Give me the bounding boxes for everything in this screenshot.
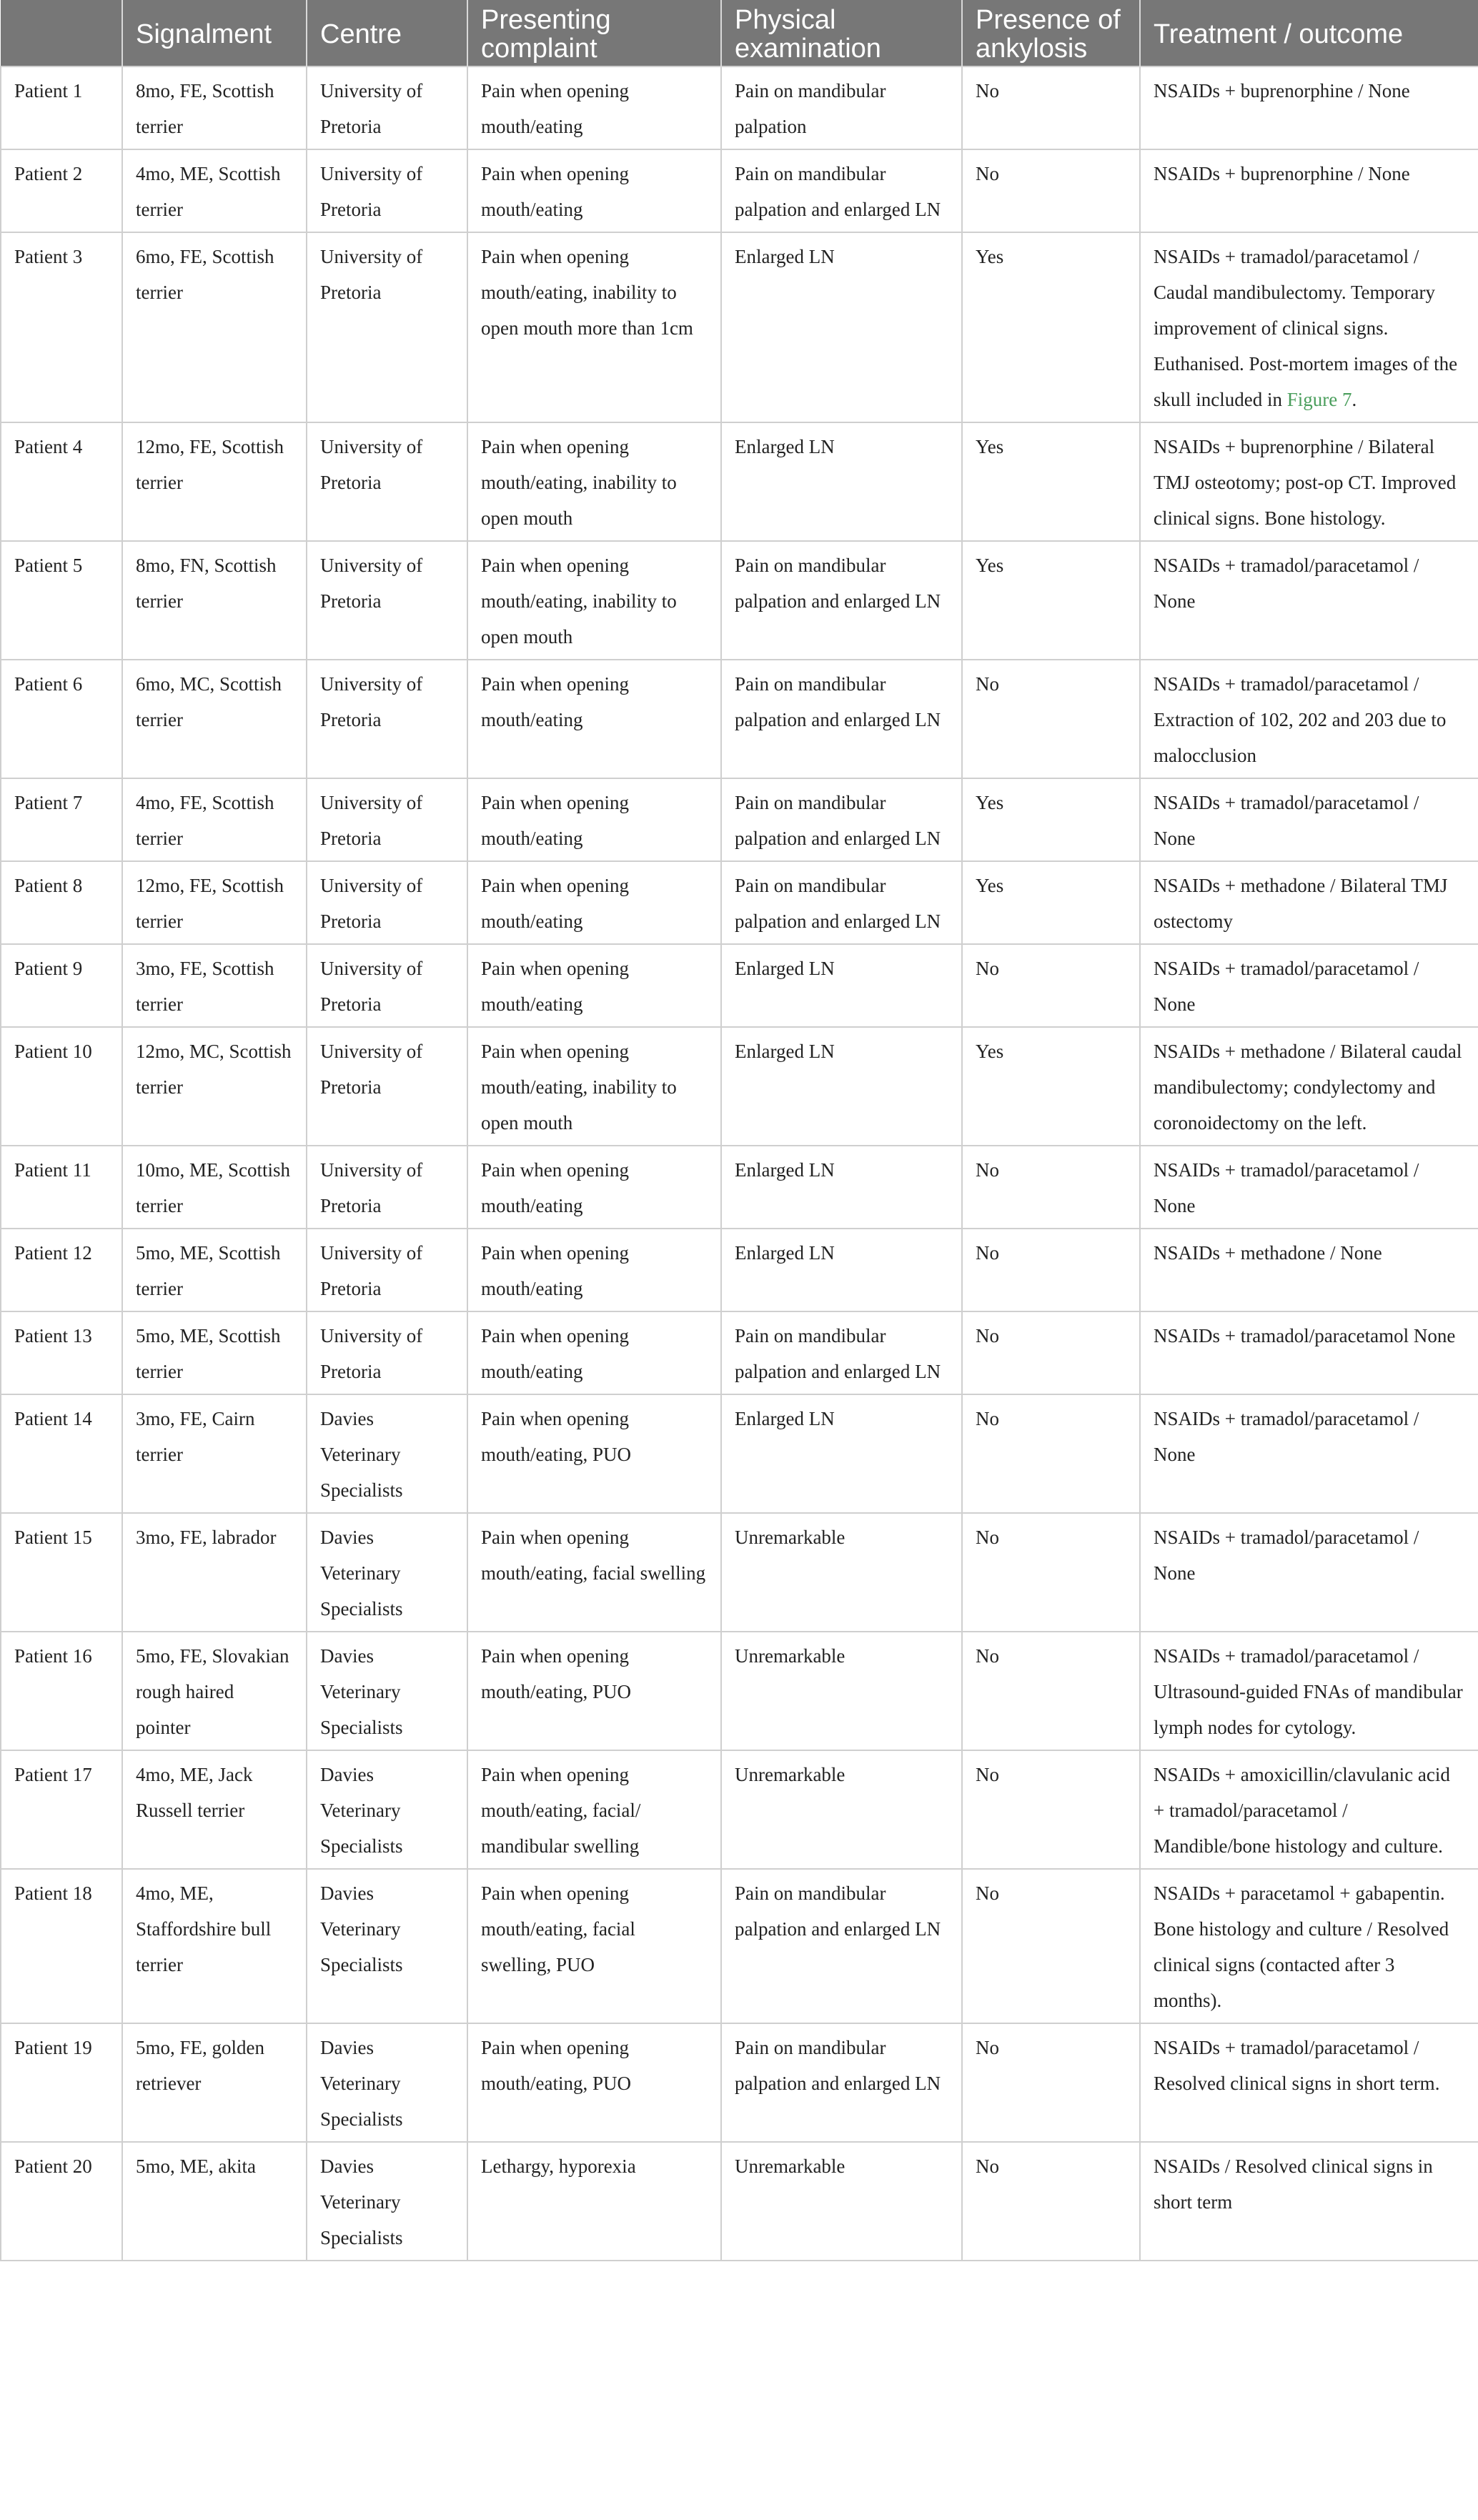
- cell-physical-examination: Pain on mandibular palpation and enlarged LN: [721, 2023, 962, 2142]
- cell-signalment: 12mo, FE, Scottish terrier: [122, 861, 307, 944]
- cell-ankylosis: No: [962, 1146, 1140, 1229]
- cell-centre: Davies Veterinary Specialists: [307, 1394, 467, 1513]
- cell-ankylosis: No: [962, 1311, 1140, 1394]
- cell-patient: Patient 20: [1, 2142, 122, 2261]
- cell-centre: University of Pretoria: [307, 944, 467, 1027]
- cell-patient: Patient 12: [1, 1229, 122, 1311]
- cell-presenting-complaint: Pain when opening mouth/eating: [467, 778, 721, 861]
- table-row: [1, 1632, 1478, 1750]
- table-row: [1, 1750, 1478, 1869]
- cell-patient: Patient 19: [1, 2023, 122, 2142]
- cell-treatment-outcome: NSAIDs + tramadol/paracetamol / None: [1140, 778, 1478, 861]
- cell-presenting-complaint: Pain when opening mouth/eating: [467, 1311, 721, 1394]
- table-row: [1, 2023, 1478, 2142]
- cell-physical-examination: Enlarged LN: [721, 232, 962, 422]
- cell-presenting-complaint: Pain when opening mouth/eating: [467, 944, 721, 1027]
- cell-treatment-outcome: NSAIDs + methadone / Bilateral TMJ ostectomy: [1140, 861, 1478, 944]
- cell-treatment-outcome: NSAIDs + tramadol/paracetamol / None: [1140, 1394, 1478, 1513]
- cell-signalment: 5mo, FE, Slovakian rough haired pointer: [122, 1632, 307, 1750]
- cell-ankylosis: No: [962, 2023, 1140, 2142]
- cell-patient: Patient 3: [1, 232, 122, 422]
- cell-physical-examination: Pain on mandibular palpation and enlarged LN: [721, 149, 962, 232]
- cell-treatment-outcome: NSAIDs + tramadol/paracetamol / None: [1140, 1513, 1478, 1632]
- cell-patient: Patient 14: [1, 1394, 122, 1513]
- table-row: [1, 2142, 1478, 2261]
- cell-presenting-complaint: Lethargy, hyporexia: [467, 2142, 721, 2261]
- cell-centre: University of Pretoria: [307, 861, 467, 944]
- cell-signalment: 5mo, ME, akita: [122, 2142, 307, 2261]
- cell-patient: Patient 1: [1, 66, 122, 149]
- cell-ankylosis: No: [962, 660, 1140, 778]
- cell-patient: Patient 16: [1, 1632, 122, 1750]
- table-row: [1, 66, 1478, 149]
- cell-presenting-complaint: Pain when opening mouth/eating, inability to open mouth: [467, 1027, 721, 1146]
- cell-centre: University of Pretoria: [307, 422, 467, 541]
- cell-ankylosis: No: [962, 944, 1140, 1027]
- cell-centre: University of Pretoria: [307, 149, 467, 232]
- table-row: [1, 778, 1478, 861]
- cell-centre: University of Pretoria: [307, 1027, 467, 1146]
- cell-patient: Patient 4: [1, 422, 122, 541]
- cell-physical-examination: Pain on mandibular palpation and enlarged LN: [721, 1869, 962, 2023]
- cell-patient: Patient 9: [1, 944, 122, 1027]
- table-row: [1, 1869, 1478, 2023]
- table-row: [1, 1394, 1478, 1513]
- cell-physical-examination: Pain on mandibular palpation: [721, 66, 962, 149]
- cell-ankylosis: No: [962, 149, 1140, 232]
- header-patient: [1, 0, 122, 66]
- cell-centre: University of Pretoria: [307, 660, 467, 778]
- table-row: [1, 1229, 1478, 1311]
- header-presenting-complaint: Presenting complaint: [467, 0, 721, 66]
- cell-patient: Patient 13: [1, 1311, 122, 1394]
- cell-physical-examination: Enlarged LN: [721, 1146, 962, 1229]
- cell-patient: Patient 7: [1, 778, 122, 861]
- treatment-text-end: .: [1351, 389, 1357, 410]
- cell-patient: Patient 2: [1, 149, 122, 232]
- table-row: [1, 1146, 1478, 1229]
- cell-presenting-complaint: Pain when opening mouth/eating, facial/ mandibular swelling: [467, 1750, 721, 1869]
- cell-ankylosis: Yes: [962, 541, 1140, 660]
- cell-signalment: 8mo, FE, Scottish terrier: [122, 66, 307, 149]
- cell-treatment-outcome: NSAIDs + tramadol/paracetamol / None: [1140, 1146, 1478, 1229]
- table-row: [1, 422, 1478, 541]
- cell-centre: University of Pretoria: [307, 541, 467, 660]
- cell-signalment: 6mo, MC, Scottish terrier: [122, 660, 307, 778]
- cell-centre: Davies Veterinary Specialists: [307, 2142, 467, 2261]
- cell-signalment: 3mo, FE, labrador: [122, 1513, 307, 1632]
- cell-treatment-outcome: NSAIDs + tramadol/paracetamol / None: [1140, 541, 1478, 660]
- cell-signalment: 5mo, FE, golden retriever: [122, 2023, 307, 2142]
- table-row: [1, 1027, 1478, 1146]
- table-header: [1, 0, 1478, 66]
- cell-physical-examination: Pain on mandibular palpation and enlarged LN: [721, 778, 962, 861]
- header-centre: Centre: [307, 0, 467, 66]
- cell-signalment: 3mo, FE, Cairn terrier: [122, 1394, 307, 1513]
- header-signalment: Signalment: [122, 0, 307, 66]
- cell-ankylosis: Yes: [962, 861, 1140, 944]
- cell-centre: Davies Veterinary Specialists: [307, 1750, 467, 1869]
- cell-physical-examination: Unremarkable: [721, 1632, 962, 1750]
- cell-treatment-outcome: NSAIDs + buprenorphine / None: [1140, 149, 1478, 232]
- cell-signalment: 12mo, MC, Scottish terrier: [122, 1027, 307, 1146]
- cell-treatment-outcome: [1140, 232, 1478, 422]
- cell-presenting-complaint: Pain when opening mouth/eating, inability to open mouth: [467, 422, 721, 541]
- table-row: [1, 944, 1478, 1027]
- cell-ankylosis: Yes: [962, 422, 1140, 541]
- cell-ankylosis: No: [962, 1394, 1140, 1513]
- table-row: [1, 1513, 1478, 1632]
- cell-presenting-complaint: Pain when opening mouth/eating: [467, 1146, 721, 1229]
- cell-physical-examination: Enlarged LN: [721, 1229, 962, 1311]
- table-body: [1, 66, 1478, 2261]
- cell-treatment-outcome: NSAIDs + methadone / Bilateral caudal mandibulectomy; condylectomy and coronoidectomy on the left.: [1140, 1027, 1478, 1146]
- cell-ankylosis: No: [962, 66, 1140, 149]
- cell-presenting-complaint: Pain when opening mouth/eating, PUO: [467, 2023, 721, 2142]
- cell-physical-examination: Enlarged LN: [721, 422, 962, 541]
- cell-physical-examination: Enlarged LN: [721, 1394, 962, 1513]
- cell-treatment-outcome: NSAIDs + tramadol/paracetamol / Resolved clinical signs in short term.: [1140, 2023, 1478, 2142]
- cell-signalment: 5mo, ME, Scottish terrier: [122, 1311, 307, 1394]
- cell-patient: Patient 11: [1, 1146, 122, 1229]
- table-row: [1, 861, 1478, 944]
- cell-centre: University of Pretoria: [307, 1311, 467, 1394]
- cell-signalment: 4mo, ME, Jack Russell terrier: [122, 1750, 307, 1869]
- cell-physical-examination: Pain on mandibular palpation and enlarged LN: [721, 541, 962, 660]
- cell-treatment-outcome: NSAIDs + buprenorphine / Bilateral TMJ osteotomy; post-op CT. Improved clinical signs. Bone histology.: [1140, 422, 1478, 541]
- cell-treatment-outcome: NSAIDs + tramadol/paracetamol None: [1140, 1311, 1478, 1394]
- cell-presenting-complaint: Pain when opening mouth/eating: [467, 1229, 721, 1311]
- cell-signalment: 10mo, ME, Scottish terrier: [122, 1146, 307, 1229]
- cell-treatment-outcome: NSAIDs + methadone / None: [1140, 1229, 1478, 1311]
- cell-ankylosis: No: [962, 1513, 1140, 1632]
- cell-patient: Patient 6: [1, 660, 122, 778]
- cell-ankylosis: Yes: [962, 232, 1140, 422]
- table-row: [1, 1311, 1478, 1394]
- cell-centre: Davies Veterinary Specialists: [307, 1869, 467, 2023]
- cell-physical-examination: Enlarged LN: [721, 1027, 962, 1146]
- cell-patient: Patient 10: [1, 1027, 122, 1146]
- cell-presenting-complaint: Pain when opening mouth/eating: [467, 660, 721, 778]
- header-treatment-outcome: Treatment / outcome: [1140, 0, 1478, 66]
- cell-ankylosis: Yes: [962, 1027, 1140, 1146]
- cell-centre: Davies Veterinary Specialists: [307, 1632, 467, 1750]
- cell-ankylosis: Yes: [962, 778, 1140, 861]
- header-ankylosis: Presence of ankylosis: [962, 0, 1140, 66]
- cell-signalment: 3mo, FE, Scottish terrier: [122, 944, 307, 1027]
- cell-centre: University of Pretoria: [307, 778, 467, 861]
- cell-signalment: 8mo, FN, Scottish terrier: [122, 541, 307, 660]
- cell-signalment: 4mo, ME, Staffordshire bull terrier: [122, 1869, 307, 2023]
- cell-physical-examination: Unremarkable: [721, 1750, 962, 1869]
- cell-physical-examination: Pain on mandibular palpation and enlarged LN: [721, 660, 962, 778]
- cell-signalment: 4mo, FE, Scottish terrier: [122, 778, 307, 861]
- cell-treatment-outcome: NSAIDs / Resolved clinical signs in short term: [1140, 2142, 1478, 2261]
- cell-ankylosis: No: [962, 1869, 1140, 2023]
- cell-signalment: 12mo, FE, Scottish terrier: [122, 422, 307, 541]
- treatment-text: NSAIDs + tramadol/paracetamol / Caudal mandibulectomy. Temporary improvement of clinical signs. Euthanised. Post-mortem images of the skull included in: [1154, 246, 1458, 410]
- figure-link[interactable]: Figure 7: [1286, 389, 1352, 410]
- cell-centre: Davies Veterinary Specialists: [307, 1513, 467, 1632]
- cell-physical-examination: Pain on mandibular palpation and enlarged LN: [721, 1311, 962, 1394]
- cell-treatment-outcome: NSAIDs + tramadol/paracetamol / None: [1140, 944, 1478, 1027]
- cell-centre: University of Pretoria: [307, 1229, 467, 1311]
- cell-physical-examination: Unremarkable: [721, 2142, 962, 2261]
- cell-ankylosis: No: [962, 2142, 1140, 2261]
- cell-signalment: 6mo, FE, Scottish terrier: [122, 232, 307, 422]
- cell-patient: Patient 8: [1, 861, 122, 944]
- cell-treatment-outcome: NSAIDs + tramadol/paracetamol / Extraction of 102, 202 and 203 due to malocclusion: [1140, 660, 1478, 778]
- cell-patient: Patient 5: [1, 541, 122, 660]
- cell-treatment-outcome: NSAIDs + buprenorphine / None: [1140, 66, 1478, 149]
- cell-centre: University of Pretoria: [307, 1146, 467, 1229]
- cell-patient: Patient 15: [1, 1513, 122, 1632]
- table-row: [1, 232, 1478, 422]
- cell-presenting-complaint: Pain when opening mouth/eating: [467, 861, 721, 944]
- cell-signalment: 5mo, ME, Scottish terrier: [122, 1229, 307, 1311]
- cell-ankylosis: No: [962, 1750, 1140, 1869]
- cell-treatment-outcome: NSAIDs + tramadol/paracetamol / Ultrasound-guided FNAs of mandibular lymph nodes for cytology.: [1140, 1632, 1478, 1750]
- cell-presenting-complaint: Pain when opening mouth/eating: [467, 149, 721, 232]
- cell-physical-examination: Enlarged LN: [721, 944, 962, 1027]
- cell-patient: Patient 17: [1, 1750, 122, 1869]
- cell-signalment: 4mo, ME, Scottish terrier: [122, 149, 307, 232]
- cell-presenting-complaint: Pain when opening mouth/eating, facial swelling: [467, 1513, 721, 1632]
- cell-ankylosis: No: [962, 1632, 1140, 1750]
- table-row: [1, 149, 1478, 232]
- cell-physical-examination: Pain on mandibular palpation and enlarged LN: [721, 861, 962, 944]
- header-physical-examination: Physical examination: [721, 0, 962, 66]
- cell-centre: Davies Veterinary Specialists: [307, 2023, 467, 2142]
- cell-presenting-complaint: Pain when opening mouth/eating, inability to open mouth more than 1cm: [467, 232, 721, 422]
- table-row: [1, 660, 1478, 778]
- cell-presenting-complaint: Pain when opening mouth/eating, inability to open mouth: [467, 541, 721, 660]
- cell-presenting-complaint: Pain when opening mouth/eating: [467, 66, 721, 149]
- table-row: [1, 541, 1478, 660]
- cell-treatment-outcome: NSAIDs + amoxicillin/clavulanic acid + tramadol/paracetamol / Mandible/bone histology and culture.: [1140, 1750, 1478, 1869]
- cell-presenting-complaint: Pain when opening mouth/eating, PUO: [467, 1632, 721, 1750]
- cell-presenting-complaint: Pain when opening mouth/eating, PUO: [467, 1394, 721, 1513]
- header-row: [1, 0, 1478, 66]
- cell-centre: University of Pretoria: [307, 66, 467, 149]
- cell-patient: Patient 18: [1, 1869, 122, 2023]
- cell-centre: University of Pretoria: [307, 232, 467, 422]
- cell-physical-examination: Unremarkable: [721, 1513, 962, 1632]
- cell-treatment-outcome: NSAIDs + paracetamol + gabapentin. Bone histology and culture / Resolved clinical signs (contacted after 3 months).: [1140, 1869, 1478, 2023]
- cell-ankylosis: No: [962, 1229, 1140, 1311]
- cell-presenting-complaint: Pain when opening mouth/eating, facial swelling, PUO: [467, 1869, 721, 2023]
